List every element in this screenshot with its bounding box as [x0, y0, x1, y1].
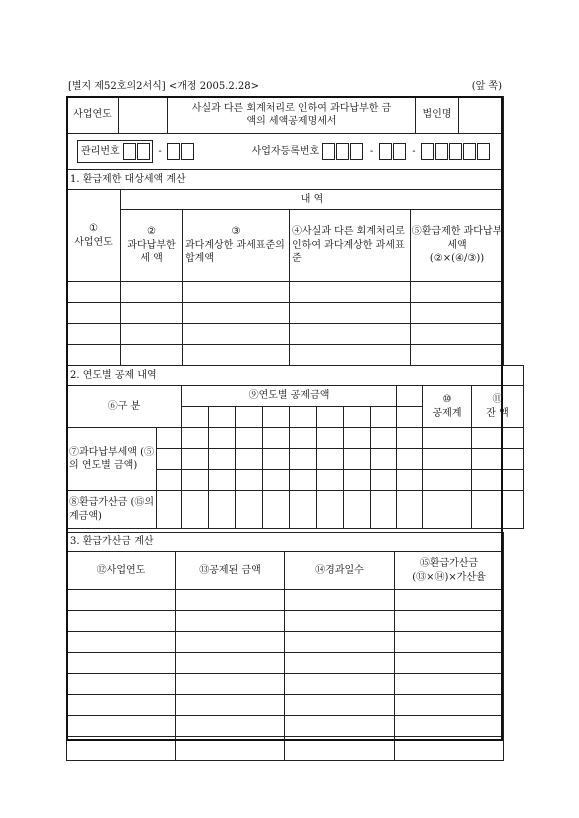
- section3-table: [66, 532, 504, 761]
- detail-header: 내 역: [121, 190, 504, 210]
- extra-year-cell[interactable]: [397, 386, 423, 407]
- form-title: [168, 97, 416, 134]
- col-refund-interest: [395, 552, 504, 590]
- bizno-digit-box[interactable]: [350, 143, 363, 160]
- bizno-digit-box[interactable]: [449, 143, 462, 160]
- col-false-accounting-base: [290, 210, 411, 282]
- mgmt-digit-box[interactable]: [181, 143, 194, 160]
- col-elapsed-days: ⑭경과일수: [285, 552, 395, 590]
- dash: -: [369, 145, 374, 157]
- dash: -: [158, 145, 162, 157]
- section2-table: [66, 365, 524, 529]
- table-row: [67, 345, 504, 366]
- table-row: [67, 737, 504, 761]
- bizno-digit-box[interactable]: [463, 143, 476, 160]
- bizno-digit-box[interactable]: [393, 143, 406, 160]
- col-label: ⑤환급제한 과다납부세액: [411, 226, 503, 251]
- corp-name-value-cell[interactable]: [459, 97, 504, 134]
- corp-name-label: 법인명: [416, 97, 459, 134]
- table-row: [67, 674, 504, 695]
- form-title-line2: 액의 세액공제명세서: [246, 116, 337, 127]
- col-label: ⑮환급가산금: [419, 558, 479, 569]
- col-refund-limit-tax: [411, 210, 504, 282]
- col-label: 과다계상한 과세표준의 합계액: [185, 239, 285, 265]
- circled-num: ①: [89, 223, 98, 234]
- table-row: [67, 282, 504, 303]
- col-label: ④사실과 다른 회계처리로 인하여 과다계상한 과세표준: [292, 226, 405, 265]
- table-row: [67, 428, 524, 449]
- col-overpaid-tax: [121, 210, 183, 282]
- col-deducted-amount: ⑬공제된 금액: [176, 552, 285, 590]
- mgmt-number-group: [77, 140, 153, 163]
- col-label: 공제계: [432, 407, 462, 419]
- table-row: [67, 491, 524, 529]
- form-title-line1: 사실과 다른 회계처리로 인하여 과다납부한 금: [191, 102, 392, 114]
- col-label: 과다납부한 세 액: [127, 239, 176, 265]
- dash: -: [412, 145, 416, 157]
- col-business-year: ⑫사업연도: [67, 552, 176, 590]
- table-row: [67, 716, 504, 737]
- bizno-digit-box[interactable]: [379, 143, 392, 160]
- biz-reg-number-label: 사업자등록번호: [251, 146, 320, 157]
- col-business-year: [67, 190, 121, 282]
- col-formula: (②×(④/③)): [429, 253, 485, 265]
- circled-num: ⑩: [442, 394, 452, 405]
- bizno-digit-box[interactable]: [421, 143, 434, 160]
- circled-num: ③: [231, 226, 241, 238]
- bizno-digit-box[interactable]: [336, 143, 349, 160]
- col-label: 잔 액: [486, 407, 509, 419]
- bizno-digit-box[interactable]: [435, 143, 448, 160]
- top-info-table: [66, 96, 504, 170]
- id-number-row: [67, 134, 504, 170]
- col-gubun: ⑥구 분: [67, 386, 182, 428]
- section3-title: 3. 환급가산금 계산: [67, 533, 504, 552]
- mgmt-digit-box[interactable]: [123, 143, 136, 160]
- section1-table: [66, 169, 504, 366]
- section1-title: 1. 환급제한 대상세액 계산: [67, 170, 504, 190]
- section2-title: 2. 연도별 공제 내역: [67, 366, 524, 386]
- table-row: [67, 590, 504, 611]
- col-balance: [472, 386, 524, 428]
- table-row: [67, 611, 504, 632]
- row-overpaid-tax-label: ⑦과다납부세액 (⑤의 연도별 금액): [67, 428, 157, 491]
- row-refund-interest-label: ⑧환급가산금 (⑮의계금액): [67, 491, 157, 529]
- mgmt-number-label: 관리번호: [81, 146, 120, 157]
- table-row: [67, 303, 504, 324]
- col-deduction-total: [423, 386, 472, 428]
- table-row: [67, 695, 504, 716]
- bizno-digit-box[interactable]: [322, 143, 335, 160]
- year-label: 사업연도: [67, 97, 119, 134]
- page-side: (앞 쪽): [471, 81, 502, 92]
- year-value-cell[interactable]: [119, 97, 168, 134]
- bizno-digit-box[interactable]: [477, 143, 490, 160]
- mgmt-digit-box[interactable]: [167, 143, 180, 160]
- col-label: 사업연도: [74, 236, 113, 248]
- circled-num: ②: [147, 226, 156, 238]
- mgmt-digit-box[interactable]: [137, 143, 150, 160]
- col-yearly-deduction: ⑨연도별 공제금액: [182, 386, 397, 407]
- form-number: [별지 제52호의2서식] <개정 2005.2.28>: [68, 81, 260, 92]
- form-header: [68, 77, 502, 91]
- circled-num: ⑪: [492, 394, 503, 405]
- table-row: [67, 324, 504, 345]
- col-overstated-base-total: [183, 210, 290, 282]
- table-row: [67, 632, 504, 653]
- col-formula: (⑬×⑭)×가산율: [412, 571, 486, 583]
- table-row: [67, 653, 504, 674]
